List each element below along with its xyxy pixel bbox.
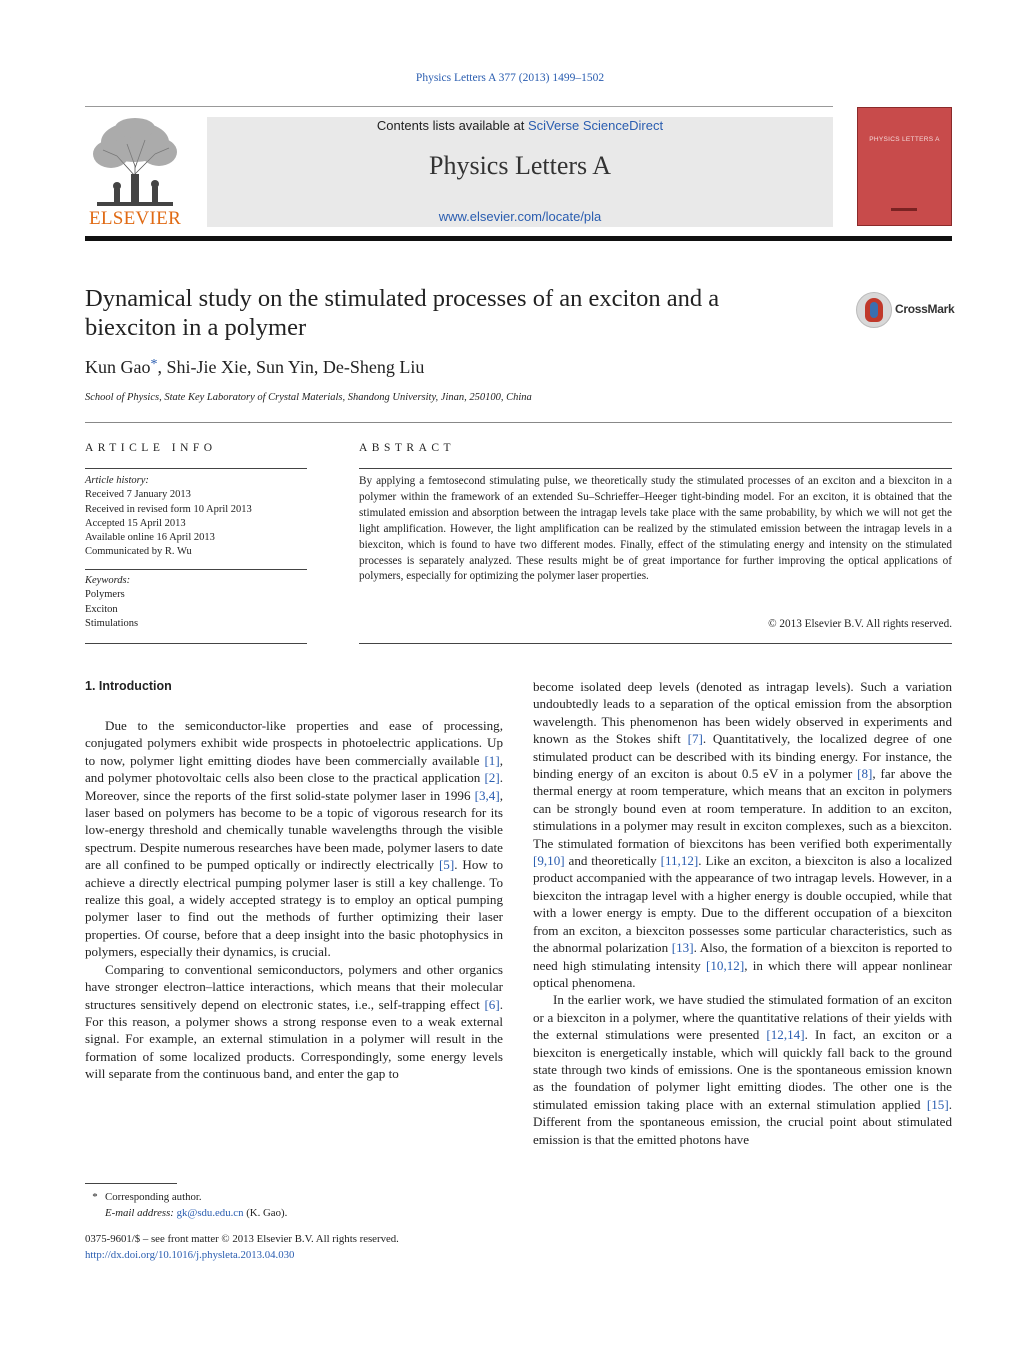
- paragraph-text: , far above the thermal energy at room temperature, which means that an exciton in polymers can be strongly bound even at room temperature. In addition to an exciton, stimulations in a polymer may result in exciton complexes, such as a biexciton. The stimulated formation of biexcitons has been verified both experimentally: [533, 766, 952, 851]
- body-column-left: [85, 717, 503, 1083]
- journal-masthead: [207, 117, 833, 227]
- paragraph-text: . Moreover, since the reports of the first solid-state polymer laser in 1996: [85, 770, 503, 803]
- footnote-mark: *: [92, 1191, 98, 1203]
- abstract-text: By applying a femtosecond stimulating pulse, we theoretically study the stimulated processes of an exciton and a biexciton in a polymer within the framework of an extended Su–Schrieffer–Heeger tight-binding model. For an exciton, it is obtained that the stimulated emission and absorption between the intragap levels take place with the same probability, by which we will not get the light amplification. However, the light amplification can be realized by the stimulated emission between the intragap levels in a biexciton, which is found to have two different modes. Finally, effect of the stimulating energy and intensity on the stimulated processes is separately analyzed. These results might be of great importance for further improving the optical applications of polymers, especially for optimizing the polymer laser properties.: [359, 475, 952, 583]
- corresponding-footnote: [85, 1189, 503, 1205]
- article-title: Dynamical study on the stimulated processes of an exciton and a biexciton in a polymer: [85, 285, 720, 341]
- email-suffix: (K. Gao).: [243, 1207, 288, 1219]
- introduction-heading: 1. Introduction: [85, 679, 172, 693]
- journal-cover-thumbnail[interactable]: [857, 107, 952, 226]
- sciencedirect-link[interactable]: SciVerse ScienceDirect: [527, 118, 664, 133]
- paragraph: [85, 717, 503, 961]
- journal-name: Physics Letters A: [429, 151, 611, 180]
- reference-link[interactable]: [10,12]: [706, 957, 745, 973]
- author-first[interactable]: Kun Gao: [85, 357, 151, 377]
- keyword: Polymers: [85, 589, 125, 601]
- footnotes: [85, 1189, 503, 1221]
- contents-prefix: Contents lists available at: [376, 118, 528, 133]
- copyright-notice: © 2013 Elsevier B.V. All rights reserved.: [768, 618, 952, 630]
- reference-link[interactable]: [1]: [484, 752, 500, 768]
- paragraph: [533, 991, 952, 1148]
- paragraph-text: Due to the semiconductor-like properties and ease of processing, conjugated polymers exhibit wide prospects in photoelectric applications. Up to now, polymer light emitting diodes have been commercially available: [85, 718, 503, 768]
- abstract-bottom-rule: [359, 643, 952, 644]
- paragraph-text: In the earlier work, we have studied the stimulated formation of an exciton or a biexciton in a polymer, where the quantitative relations of their yields with the external stimulations were presented: [533, 992, 952, 1043]
- reference-link[interactable]: [12,14]: [766, 1027, 805, 1043]
- paragraph-text: , and polymer photovoltaic cells also been close to the practical application: [85, 752, 503, 786]
- history-received: Received 7 January 2013: [85, 489, 191, 501]
- article-info-rule-2: [85, 569, 307, 570]
- reference-link[interactable]: [9,10]: [533, 853, 565, 869]
- keywords-label: Keywords:: [85, 575, 131, 586]
- reference-link[interactable]: [13]: [671, 940, 694, 956]
- masthead-bottom-rule: [85, 236, 952, 241]
- paragraph-text: Comparing to conventional semiconductors, polymers and other organics have stronger electron–lattice interactions, which means that their molecular structures sensitively depend on electronic states, i.e., self-trapping effect: [85, 961, 503, 1012]
- paragraph-text: . Different from the spontaneous emission, the crucial point about stimulated emission is that the emitted photons have: [533, 1096, 952, 1147]
- paragraph-text: . How to achieve a directly electrical pumping polymer laser is still a key challenge. To realize this goal, a widely accepted strategy is to employ an optical pumping polymer laser to find out the methods of further optimizing their laser properties. Of course, before that a deep insight into the basic photophysics in polymers, especially their dynamics, is crucial.: [85, 857, 503, 960]
- history-label: Article history:: [85, 475, 149, 486]
- issn-line: 0375-9601/$ – see front matter © 2013 Elsevier B.V. All rights reserved.: [85, 1233, 399, 1245]
- corresponding-text: Corresponding author.: [105, 1191, 202, 1203]
- abstract-heading: ABSTRACT: [359, 442, 456, 454]
- crossmark-label: CrossMark: [895, 302, 955, 316]
- paragraph: [533, 678, 952, 991]
- email-footnote: [85, 1205, 503, 1221]
- keywords: [85, 574, 307, 631]
- reference-link[interactable]: [7]: [687, 731, 703, 747]
- abstract-rule: [359, 468, 952, 469]
- history-revised: Received in revised form 10 April 2013: [85, 503, 252, 515]
- article-info-rule: [85, 468, 307, 469]
- cover-publisher-bar: [891, 208, 917, 211]
- paragraph: [85, 961, 503, 1083]
- body-column-right: [533, 678, 952, 1148]
- elsevier-logo[interactable]: [85, 114, 185, 228]
- reference-link[interactable]: [3,4]: [474, 787, 500, 803]
- elsevier-tree-icon: [87, 116, 183, 208]
- journal-url-link[interactable]: www.elsevier.com/locate/pla: [438, 209, 602, 224]
- paragraph-text: . Like an exciton, a biexciton is also a localized product accompanied with the appearance of two intragap levels. However, in a biexciton the intragap level with a higher energy is double occupied, while that with a lower energy is empty. Due to the different occupation of a biexciton from an exciton, a biexciton possesses some particular characteristics, such as the abnormal polarization: [533, 853, 952, 956]
- paragraph-text: . In fact, an exciton or a biexciton is energetically instable, which will quickly fall back to the ground state through two kinds of emissions. One is the spontaneous emission known as the foundation of polymer light emitting diodes. The other one is the stimulated emission taking place with an external stimulation applied: [533, 1027, 952, 1112]
- paragraph-text: . Quantitatively, the localized degree of one stimulated product can be described with its binding energy. For instance, the binding energy of an exciton is about 0.5 eV in a polymer: [533, 731, 952, 782]
- history-communicated: Communicated by R. Wu: [85, 546, 192, 558]
- keyword: Exciton: [85, 603, 118, 615]
- paragraph-text: . Also, the formation of a biexciton is reported to need high stimulating intensity: [533, 940, 952, 973]
- reference-link[interactable]: [15]: [926, 1096, 949, 1112]
- paragraph-text: and theoretically: [564, 853, 661, 869]
- crossmark-icon: [856, 292, 892, 328]
- reference-link[interactable]: [2]: [484, 770, 500, 786]
- affiliation: School of Physics, State Key Laboratory of Crystal Materials, Shandong University, Jinan, 250100, China: [85, 392, 532, 403]
- cover-title: PHYSICS LETTERS A: [869, 136, 940, 143]
- front-matter-rule: [85, 422, 952, 423]
- author-rest[interactable]: , Shi-Jie Xie, Sun Yin, De-Sheng Liu: [157, 357, 425, 377]
- paragraph-text: , in which there will appear nonlinear optical phenomena.: [533, 957, 952, 990]
- paragraph-text: , laser based on polymers has become to be a topic of vigorous research for its low-energy threshold and chemically tunable wavelengths through the visible spectrum. Despite numerous researches have been made, polymer lasers to date are all confined to be pumped optically or indirectly electrically: [85, 787, 503, 873]
- doi-link[interactable]: http://dx.doi.org/10.1016/j.physleta.2013.04.030: [85, 1248, 295, 1261]
- reference-link[interactable]: [8]: [857, 766, 873, 782]
- elsevier-wordmark: ELSEVIER: [88, 208, 182, 229]
- keyword: Stimulations: [85, 617, 139, 629]
- paragraph-text: . For this reason, a polymer shows a strong response even to a weak external signal. For example, an external stimulation in a polymer will result in the formation of some localized products. Correspondingly, some energy levels will separate from the continuous band, and enter the gap to: [85, 996, 503, 1082]
- reference-link[interactable]: [6]: [484, 996, 500, 1012]
- author-list: [85, 357, 424, 378]
- contents-line: [207, 117, 833, 133]
- article-info-rule-3: [85, 643, 307, 644]
- reference-link[interactable]: [11,12]: [660, 853, 699, 869]
- email-link[interactable]: gk@sdu.edu.cn: [176, 1207, 244, 1219]
- issn-block: [85, 1232, 503, 1263]
- paragraph-text: become isolated deep levels (denoted as intragap levels). Such a variation undoubtedly leads to a separation of the optical emission from the absorption wavelength. This phenomenon has been widely observed in experiments and known as the Stokes shift: [533, 679, 952, 747]
- email-label: E-mail address:: [105, 1207, 174, 1219]
- masthead-top-rule: [85, 106, 833, 107]
- history-online: Available online 16 April 2013: [85, 532, 215, 544]
- article-info-heading: ARTICLE INFO: [85, 442, 217, 454]
- history-accepted: Accepted 15 April 2013: [85, 517, 186, 529]
- crossmark-button[interactable]: [856, 292, 956, 328]
- reference-link[interactable]: [5]: [438, 857, 455, 873]
- footnote-rule: [85, 1183, 177, 1184]
- corresponding-author-mark[interactable]: *: [150, 357, 158, 372]
- journal-citation[interactable]: Physics Letters A 377 (2013) 1499–1502: [415, 72, 605, 84]
- article-history: [85, 474, 307, 560]
